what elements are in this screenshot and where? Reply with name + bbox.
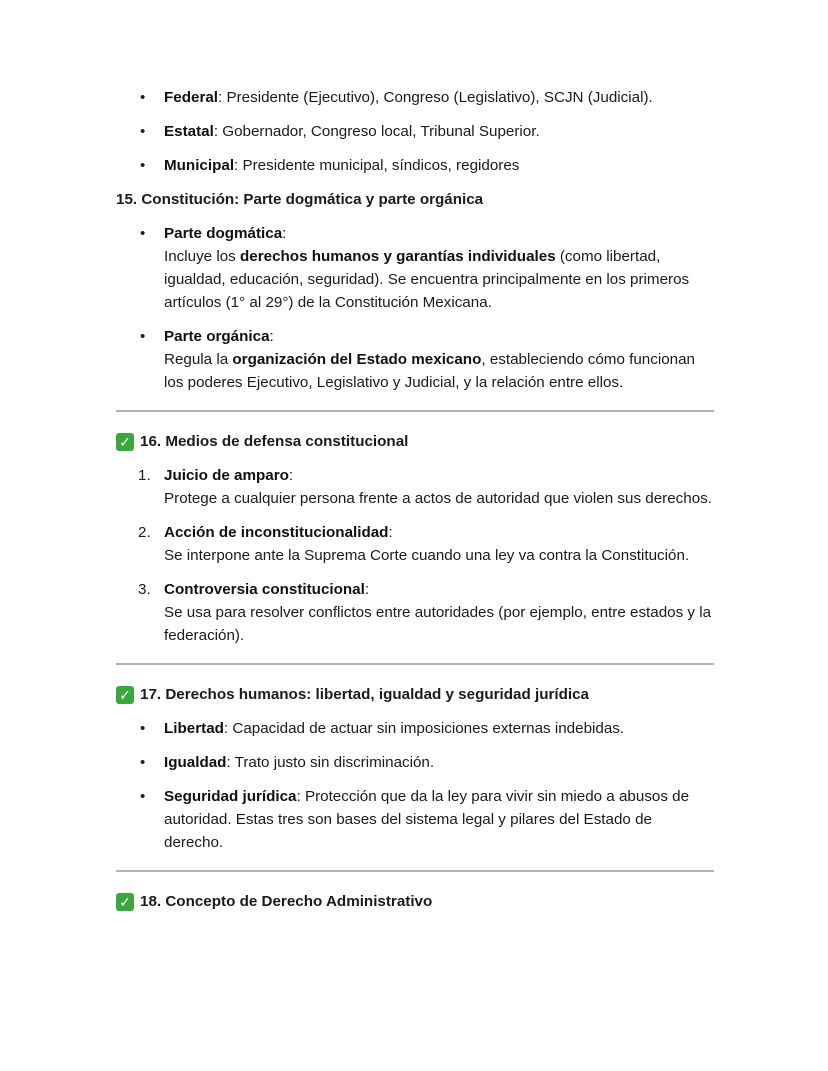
section-heading-18: ✓ 18. Concepto de Derecho Administrativo — [116, 890, 714, 913]
bullet: • — [140, 788, 146, 805]
list-item: • Estatal: Gobernador, Congreso local, Tribunal Superior. — [116, 120, 714, 143]
constitutional-defense-list — [116, 464, 714, 647]
item-number: 2. — [138, 524, 151, 541]
list-item: • Igualdad: Trato justo sin discriminación. — [116, 751, 714, 774]
bullet: • — [140, 720, 146, 737]
list-item: • Municipal: Presidente municipal, síndicos, regidores — [116, 154, 714, 177]
check-mark-icon: ✓ — [116, 893, 134, 911]
list-item: • Libertad: Capacidad de actuar sin imposiciones externas indebidas. — [116, 717, 714, 740]
list-item: 3. Controversia constitucional: Se usa para resolver conflictos entre autoridades (por ejemplo, entre estados y la federación). — [116, 578, 714, 647]
item-number: 3. — [138, 581, 151, 598]
item-description: Protege a cualquier persona frente a actos de autoridad que violen sus derechos. — [164, 490, 712, 507]
check-mark-icon: ✓ — [116, 686, 134, 704]
list-item: 1. Juicio de amparo: Protege a cualquier persona frente a actos de autoridad que violen sus derechos. — [116, 464, 714, 510]
bullet: • — [140, 157, 146, 174]
document-page — [116, 86, 714, 924]
item-description: Incluye los derechos humanos y garantías individuales (como libertad, igualdad, educación, seguridad). Se encuentra principalmente en los primeros artículos (1° al 29°) de la Constitución Mexicana. — [164, 248, 690, 311]
bullet: • — [140, 225, 146, 242]
bullet: • — [140, 754, 146, 771]
check-mark-icon: ✓ — [116, 433, 134, 451]
bullet: • — [140, 123, 146, 140]
horizontal-rule — [116, 410, 714, 412]
section-heading-15: 15. Constitución: Parte dogmática y parte orgánica — [116, 191, 484, 208]
item-number: 1. — [138, 467, 151, 484]
bullet: • — [140, 328, 146, 345]
human-rights-list — [116, 717, 714, 854]
section-heading-16: ✓ 16. Medios de defensa constitucional — [116, 430, 714, 453]
item-description: Regula la organización del Estado mexicano, estableciendo cómo funcionan los poderes Ejecutivo, Legislativo y Judicial, y la relación entre ellos. — [164, 351, 695, 391]
list-item: 2. Acción de inconstitucionalidad: Se interpone ante la Suprema Corte cuando una ley va contra la Constitución. — [116, 521, 714, 567]
horizontal-rule — [116, 663, 714, 665]
section-heading-17: ✓ 17. Derechos humanos: libertad, igualdad y seguridad jurídica — [116, 683, 714, 706]
item-description: Se usa para resolver conflictos entre autoridades (por ejemplo, entre estados y la federación). — [164, 604, 712, 644]
bullet: • — [140, 89, 146, 106]
constitution-parts-list — [116, 222, 714, 394]
item-description: Se interpone ante la Suprema Corte cuando una ley va contra la Constitución. — [164, 547, 690, 564]
list-item: • Federal: Presidente (Ejecutivo), Congreso (Legislativo), SCJN (Judicial). — [116, 86, 714, 109]
list-item: • Parte orgánica: Regula la organización del Estado mexicano, estableciendo cómo funcionan los poderes Ejecutivo, Legislativo y Judicial, y la relación entre ellos. — [116, 325, 714, 394]
list-item: • Seguridad jurídica: Protección que da la ley para vivir sin miedo a abusos de autoridad. Estas tres son bases del sistema legal y pilares del Estado de derecho. — [116, 785, 714, 854]
horizontal-rule — [116, 870, 714, 872]
government-levels-list — [116, 86, 714, 177]
list-item: • Parte dogmática: Incluye los derechos humanos y garantías individuales (como libertad, igualdad, educación, seguridad). Se encuentra principalmente en los primeros artículos (1° al 29°) de la Constitución Mexicana. — [116, 222, 714, 314]
